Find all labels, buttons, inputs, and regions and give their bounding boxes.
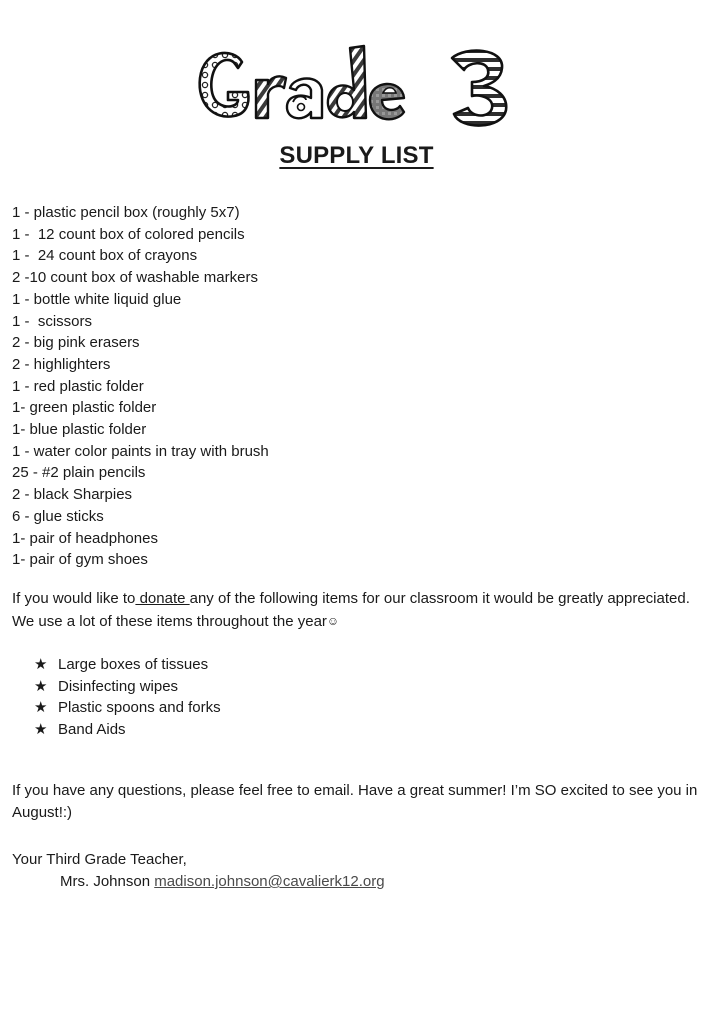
list-item: 2 - highlighters [12, 355, 111, 373]
list-item: 1 - water color paints in tray with brush [12, 442, 269, 460]
page-title: SUPPLY LIST [279, 142, 434, 169]
list-item: 2 - black Sharpies [12, 486, 133, 504]
star-icon: ★ [34, 699, 48, 717]
donation-item-label: Plastic spoons and forks [58, 699, 221, 717]
donation-item-label: Disinfecting wipes [58, 677, 179, 695]
list-item: 1- blue plastic folder [12, 421, 147, 439]
list-item: 1- green plastic folder [12, 399, 157, 417]
donation-intro-rest: any of the following items for our classroom it would be greatly appreciated. We use a lot of these items throughout the year [12, 590, 690, 630]
list-item [34, 719, 221, 741]
email-link[interactable]: madison.johnson@cavalierk12.org [154, 873, 385, 890]
grade-3-title-art [190, 40, 530, 130]
teacher-name: Mrs. Johnson [60, 873, 151, 890]
donation-intro [12, 588, 702, 633]
list-item: 2 - big pink erasers [12, 334, 140, 352]
signature-line [60, 871, 385, 893]
donation-list [34, 654, 221, 741]
list-item: 1 - red plastic folder [12, 377, 144, 395]
donate-link[interactable]: donate [135, 590, 190, 607]
list-item: 25 - #2 plain pencils [12, 464, 146, 482]
list-item: 1 - 24 count box of crayons [12, 247, 198, 265]
list-item: 1 - scissors [12, 312, 93, 330]
list-item: 1 - plastic pencil box (roughly 5x7) [12, 204, 240, 221]
list-item: 2 -10 count box of washable markers [12, 269, 258, 287]
list-item: 1- pair of headphones [12, 529, 158, 547]
closing-paragraph: If you have any questions, please feel free to email. Have a great summer! I’m SO excited to see you in August!:) [12, 782, 698, 821]
list-item: 1 - bottle white liquid glue [12, 290, 182, 308]
smiley-icon: ☺ [326, 614, 340, 628]
signoff: Your Third Grade Teacher, [12, 851, 187, 868]
donation-item-label: Large boxes of tissues [58, 656, 209, 673]
list-item: 6 - glue sticks [12, 507, 104, 525]
list-item [34, 676, 221, 698]
star-icon: ★ [34, 656, 48, 673]
list-item [34, 654, 221, 676]
donation-intro-start: If you would like to [12, 590, 136, 607]
list-item: 1 - 12 count box of colored pencils [12, 225, 245, 243]
supply-list [12, 202, 269, 571]
list-item: 1- pair of gym shoes [12, 551, 148, 569]
star-icon: ★ [34, 721, 48, 739]
list-item [34, 697, 221, 719]
star-icon: ★ [34, 677, 48, 695]
donation-item-label: Band Aids [58, 721, 126, 739]
